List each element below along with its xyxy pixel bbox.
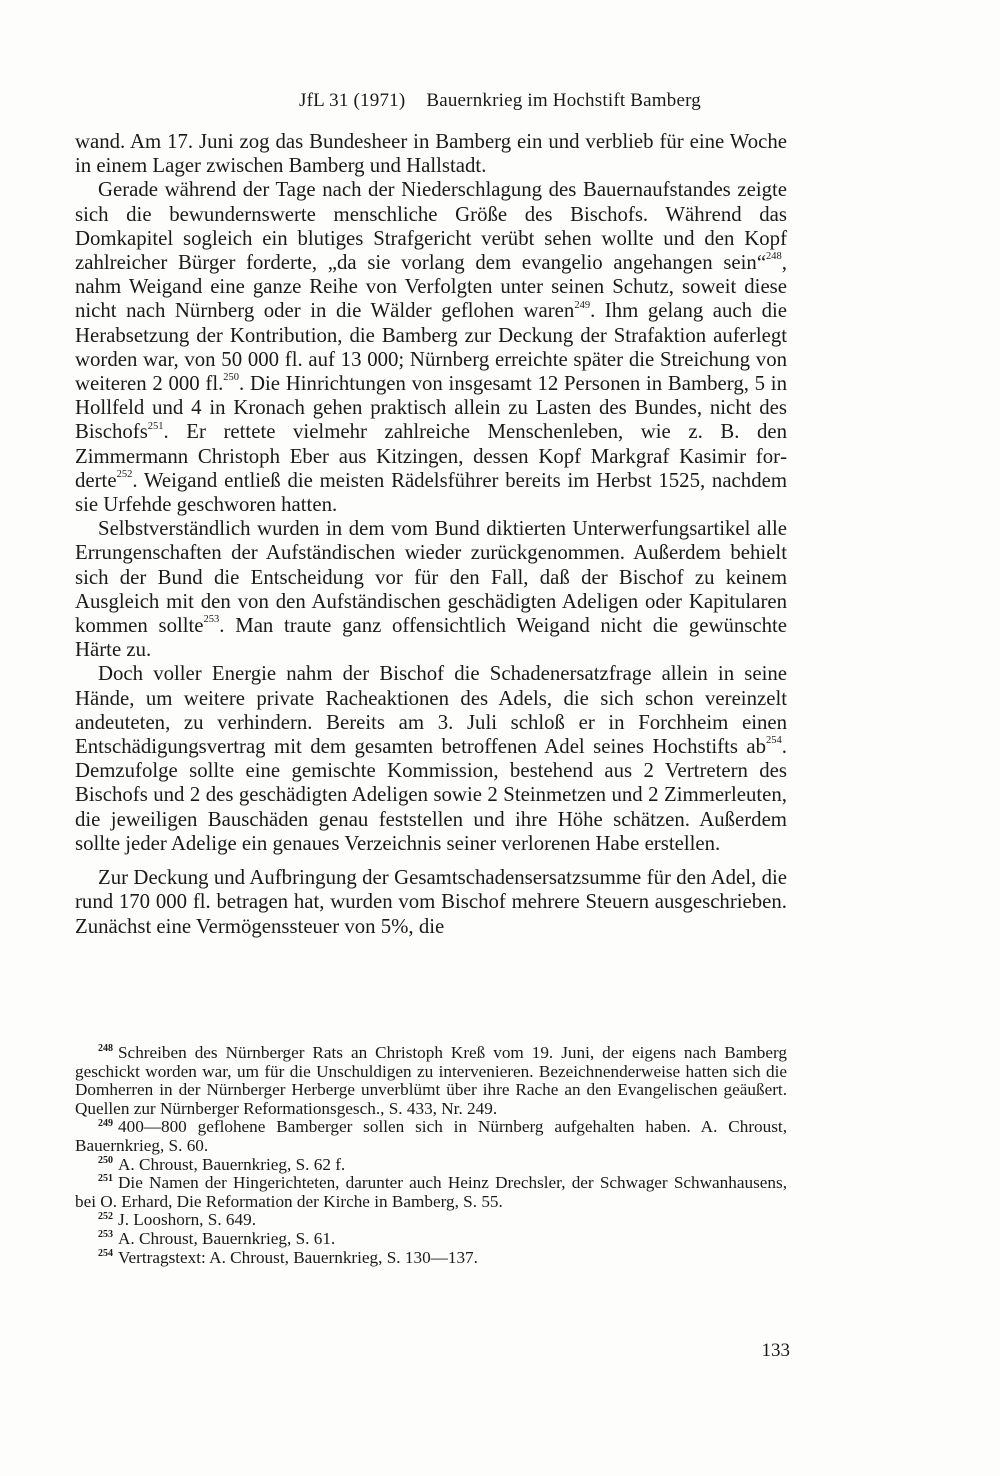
footnote-text: Schreiben des Nürnberger Rats an Christoph Kreß vom 19. Juni, der eigens nach Bamberg geschickt worden war, um für die Unschuldigen zu intervenieren. Bezeichnenderweise hatten sich die Domherren in der Nürnberger Herberge unverblümt über ihre Rache an den Evangelischen geäußert. Quellen zur Nürnberger Reformationsgesch., S. 433, Nr. 249. [75,1043,787,1118]
footnote-text: Vertragstext: A. Chroust, Bauernkrieg, S. 130—137. [118,1247,478,1267]
footnote-text: Die Namen der Hingerichteten, darunter auch Heinz Drechsler, der Schwager Schwanhausens, bei O. Erhard, Die Reformation der Kirche in Bamberg, S. 55. [75,1173,787,1211]
paragraph [75,517,787,662]
footnote [75,1118,787,1155]
footnote-number: 248 [98,1043,113,1055]
footnote [75,1211,787,1230]
page-number: 133 [761,1340,790,1361]
footnote [75,1156,787,1175]
text-run: , nahm Weigand eine ganze Reihe von Verfolgten unter seinen Schutz, soweit diese nicht nach Nürnberg oder in die Wälder geflohen waren [75,251,787,323]
footnote [75,1174,787,1211]
text-run: . Weigand entließ die meisten Rädelsführer bereits im Herbst 1525, nachdem sie Urfehde geschworen hatten. [75,468,787,517]
text-run: wand. Am 17. Juni zog das Bundesheer in Bamberg ein und verblieb für eine Woche in einem Lager zwischen Bamberg und Hallstadt. [75,130,787,178]
journal-reference: JfL 31 (1971) [299,90,406,111]
footnote-reference[interactable]: 251 [147,420,164,432]
footnote [75,1230,787,1249]
text-run: . Demzufolge sollte eine gemischte Kommission, bestehend aus 2 Vertretern des Bischofs und 2 des geschädigten Adeligen sowie 2 Steinmetzen und 2 Zimmerleuten, die jeweiligen Bauschäden genau feststellen und ihre Höhe schätzen. Außerdem sollte jeder Adelige ein genaues Verzeichnis seiner verlorenen Habe erstellen. [75,735,787,855]
footnotes [75,1044,787,1267]
footnote-reference[interactable]: 254 [766,735,782,747]
footnote-number: 251 [98,1173,113,1185]
footnote-reference[interactable]: 250 [223,372,240,384]
paragraph [75,178,787,517]
footnote-reference[interactable]: 253 [203,614,220,626]
text-run: . Man traute ganz offensichtlich Weigand nicht die gewünschte Härte zu. [75,614,787,662]
footnote-text: J. Looshorn, S. 649. [118,1210,256,1230]
article-title: Bauernkrieg im Hochstift Bamberg [426,90,701,111]
footnote-number: 252 [98,1210,113,1222]
running-header [0,90,1000,112]
paragraph [75,130,787,178]
text-run: . Ihm gelang auch die Herabsetzung der Kontribution, die Bamberg zur Deckung der Strafaktion auferlegt worden war, von 50 000 fl. auf 13 000; Nürnberg erreichte später die Streichung von weiteren 2 000 fl. [75,299,787,396]
footnote [75,1249,787,1268]
footnote-number: 254 [98,1247,113,1259]
text-run: . Er rettete vielmehr zahlreiche Menschenleben, wie z. B. den Zimmermann Christoph Eber aus Kitzingen, dessen Kopf Markgraf Kasimir forderte [75,420,787,492]
paragraph [75,866,787,939]
text-run: Doch voller Energie nahm der Bischof die Schadenersatzfrage allein in seine Hände, um weitere private Racheaktionen des Adels, die sich schon vereinzelt andeuteten, zu verhindern. Bereits am 3. Juli schloß er in Forchheim einen Entschädigungsvertrag mit dem gesamten betroffenen Adel seines Hochstifts ab [75,662,787,759]
text-run: . Die Hinrichtungen von insgesamt 12 Personen in Bamberg, 5 in Hollfeld und 4 in Kronach gehen praktisch allein zu Lasten des Bundes, nicht des Bischofs [75,372,787,444]
footnote-reference[interactable]: 248 [766,251,782,263]
footnote [75,1044,787,1118]
text-run: Gerade während der Tage nach der Niederschlagung des Bauernaufstandes zeigte sich die bewundernswerte menschliche Größe des Bischofs. Während das Domkapitel sogleich ein blutiges Strafgericht verübt sehen wollte und den Kopf zahlreicher Bürger forderte, „da sie vorlang dem evangelio angehangen sein“ [75,178,787,275]
footnote-number: 253 [98,1229,113,1241]
footnote-text: A. Chroust, Bauernkrieg, S. 62 f. [118,1154,346,1174]
text-run: Selbstverständlich wurden in dem vom Bund diktierten Unterwerfungsartikel alle Errungenschaften der Aufständischen wieder zurückgenommen. Außerdem behielt sich der Bund die Entscheidung vor für den Fall, daß der Bischof zu keinem Ausgleich mit den von den Aufständischen geschädigten Adeligen oder Kapitularen kommen sollte [75,517,787,638]
footnote-reference[interactable]: 252 [116,468,133,480]
footnote-text: A. Chroust, Bauernkrieg, S. 61. [118,1228,336,1248]
footnote-number: 249 [98,1117,113,1129]
body-text [75,130,787,939]
footnote-text: 400—800 geflohene Bamberger sollen sich in Nürnberg aufgehalten haben. A. Chroust, Bauernkrieg, S. 60. [75,1117,787,1155]
footnote-reference[interactable]: 249 [574,299,591,311]
paragraph [75,662,787,856]
text-run: Zur Deckung und Aufbringung der Gesamtschadensersatzsumme für den Adel, die rund 170 000 fl. betragen hat, wurden vom Bischof mehrere Steuern ausgeschrieben. Zunächst eine Vermögenssteuer von 5%, die [75,866,787,938]
footnote-number: 250 [98,1154,113,1166]
